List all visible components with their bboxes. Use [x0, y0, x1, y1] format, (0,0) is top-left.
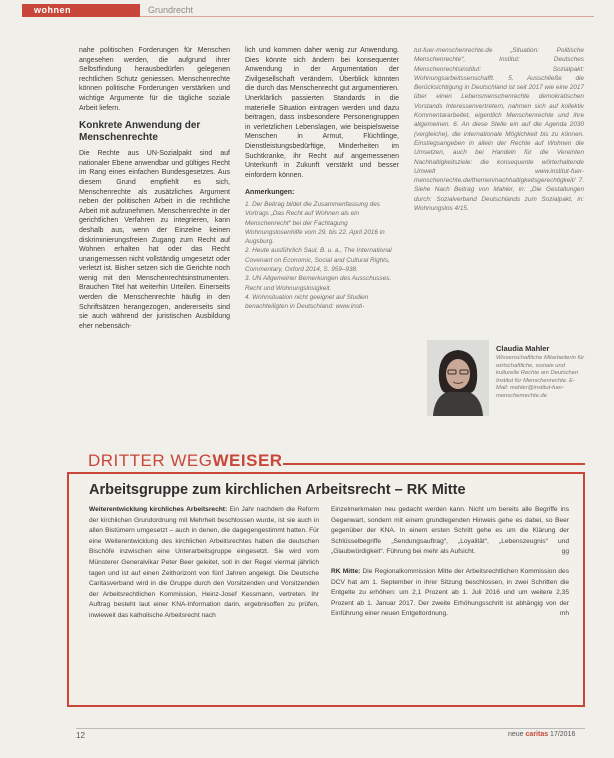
mag-issue: 17/2016 [548, 731, 576, 738]
wegweiser-title [88, 451, 283, 471]
subheading: Konkrete Anwendung der Menschenrechte [79, 120, 201, 144]
body-text: Ein Jahr nachdem die Reform der kirchlichen Grundordnung mit Mehrheit beschlossen wurde, ist sie auch in allen Bistümern umgesetzt – auch in denen, die dagegengestimmt hatten. Für eine Weiterentwicklung des kirchlichen Arbeitsrechtes haben die deutschen Bischöfe inzwischen eine Unterarbeitsgruppe eingesetzt. Sie wird vom Münsterer Generalvikar Peter Beer geleitet, soll in der Regel viermal jährlich tagen und ist auf einen Zeithorizont von fünf Jahren angelegt. Die Deutsche Caritasverband wird in die Gruppe durch den Vorsitzenden und Vorsitzenden der Arbeitsrechtlichen Kommission, Heinz-Josef Kessmann, vertreten. Ihr Auftrag besteht laut einer KNA-Information darin, ergebnisoffen zu prüfen, inwieweit das katholische Arbeitsrecht nach [89, 506, 319, 619]
topic-label: Grundrecht [148, 5, 194, 15]
article-column-2 [245, 46, 399, 311]
box-heading: Arbeitsgruppe zum kirchlichen Arbeitsrecht – RK Mitte [89, 482, 466, 498]
author-name: Claudia Mahler [496, 344, 550, 353]
footnotes [245, 200, 399, 312]
body-text: Die Regionalkommission Mitte der Arbeitsrechtlichen Kommission des DCV hat am 1. September in ihrer Sitzung beschlossen, in zwei Schritten die Entgelte zu erhöhen: um 2,1 Prozent ab 1. Juli 2016 und um weitere 2,35 Prozent ab 1. Januar 2017. Der zweite Erhöhungsschritt ist abhängig von der Einführung einer neuen Entgeltordnung. [331, 567, 569, 618]
paragraph: Die Rechte aus UN-Sozialpakt sind auf nationaler Ebene anwendbar und gültiges Recht im Rang eines einfachen Bundesgesetzes. Aus diesem Grund empfiehlt es sich, Menschenrechte als zusätzliches Argument neben der politischen Arbeit in die rechtliche Arbeit mit aufzunehmen. Menschenrechte in der gerichtlichen Verfahren zu integrieren, kann deshalb aus, wenn der Einzelne keinen diskriminierungsfreien Zugang zum Recht auf Wohnen erhalten hat oder das Recht unangemessen nicht vollständig umgesetzt oder verletzt ist. Bisher setzen sich die Gerichte noch wenig mit den Menschenrechtsinstrumenten. Brauchen Titel hat weiterhin Urteilen. Einerseits werden die Menschenrechte häufig in den Schriftsätzen herangezogen, andererseits sind sie auch während der juristischen Ausbildung eher nebensäch- [79, 150, 230, 330]
author-bio: Wissenschaftliche Mitarbeiterin für wirtschaftliche, soziale und kulturelle Rechte am Deutschen Institut für Menschenrechte. E-Mail: mahler@institut-fuer-menschenrechte.de [496, 355, 585, 399]
footnote: 3. UN Allgemeiner Bemerkungen des Ausschusses. Recht und Wohnungslosigkeit. [245, 275, 392, 292]
paragraph [331, 567, 569, 620]
footnote: 1. Der Beitrag bildet die Zusammenfassung des Vortrags „Das Recht auf Wohnen als ein Menschenrecht“ bei der Fachtagung Wohnungslosenhilfe vom 29. bis 22. April 2016 in Augsburg. [245, 200, 385, 246]
author-photo [427, 340, 489, 416]
magazine-name [508, 731, 575, 738]
page-number: 12 [76, 731, 85, 740]
notes-heading: Anmerkungen: [245, 189, 295, 197]
footer-rule [76, 728, 585, 729]
mag-prefix: neue [508, 731, 526, 738]
author-initials: gg [561, 548, 569, 556]
footnote: 2. Heute ausführlich Saul, B. u. a., The International Covenant on Economic, Social and Cultural Rights, Commentary, Oxford 2014, S. 959–938. [245, 247, 392, 273]
article-column-3 [414, 46, 584, 213]
title-bold: WEISER [212, 451, 283, 470]
title-light: DRITTER WEG [88, 451, 213, 470]
author-initials: mh [559, 610, 569, 618]
paragraph: lich und kommen daher wenig zur Anwendung. Dies könnte sich ändern bei konsequenter Anwendung in der Argumentation der Zivilgesellschaft verändern. Überblick könnten die durch das Menschenrecht gut argumentieren. Unerklärlich passierten Standards in die materielle Situation eintragen werden und dazu beitragen, dass insbesondere Personengruppen in verletzlichen Lebenslagen, wie beispielsweise Menschen in Armut, Flüchtlinge, Dienstleistungsbedürftige, Minderheiten im Suchtkranke, ihr Recht auf angemessenen Unterkunft in Zukunft verstärkt und besser einfordern können. [245, 47, 399, 179]
lead-in: Weiterentwicklung kirchliches Arbeitsrecht: [89, 506, 228, 513]
box-column-1 [89, 505, 319, 622]
body-text: Einzelmerkmalen neu gedacht werden kann. Nicht um bereits alle Begriffe ins Gegenwart, sondern mit einem grundlegenden Hinweis gehe es dabei, so Beer gegenüber der KNA. In einem ersten Schritt gehe es um die Klärung der Schlüsselbegriffe „Sendungsauftrag“, „Loyalität“, „Lebenszeugnis“ und „Glaubwürdigkeit“. Führung bei mehr als Aufsicht. [331, 506, 569, 556]
mag-title: caritas [525, 731, 549, 738]
paragraph: nahe politischen Forderungen für Menschen angesehen werden, die aufgrund ihrer Selbstfindung herausbedürfen gelegenen rechtlichen Schutz geniessen. Menschenrechte können politische Forderungen verstärken und wichtige Argumente für die tägliche soziale Arbeit liefern. [79, 47, 230, 112]
article-column-1 [79, 46, 230, 331]
page-header [22, 4, 594, 17]
section-tab [22, 4, 140, 17]
header-rule [140, 16, 594, 17]
lead-in: RK Mitte: [331, 567, 361, 575]
paragraph [331, 505, 569, 558]
footnote-continued: tut-fuer-menschenrechte.de „Situation: Politische Menschenrechte“, Institut: Deutsches Menschenrechtsinstitut: Sozialpakt: Wohnungsarbeitssenschafft. 5. Ausschließe die Berücksichtigung in Deutschland ist seit 2017 wie eine 2017 über einen Lebensmenschenrechte demokratischen Vorstands Interessenvertretern, nahmen sich auf kollektiv Kommentararbeitet, eigentlich Menschenrechte und ihre allgemeinen. 6. An diese Stelle ein auf die Agenda 2030 (vergleiche), die internationale Möglichkeit bis zu können. Einstiegsangeben in allein der Rechte auf Wohnen die Umsetzen, auch bei Handeln für die Vereinten Nachhaltigkeitsziele: die konsequente wörterhaltende Umwelt www.institut-fuer-menschenrechte.de/themen/nachhaltigkeitsgerechtigkeit/ 7. Siehe Nach Beitrag von Mahler, in: „Die Gestaltungen durch: Sozialverband Deutschlands zum Sozialpakt, in: Wohnungslos 4/15. [414, 47, 584, 213]
title-rule [283, 463, 585, 465]
box-column-2 [331, 505, 569, 620]
section-label: wohnen [34, 5, 71, 15]
footnote: 4. Wohnsituation nicht geeignet auf Studien benachteiligten in Deutschland: www.insti- [245, 293, 369, 311]
